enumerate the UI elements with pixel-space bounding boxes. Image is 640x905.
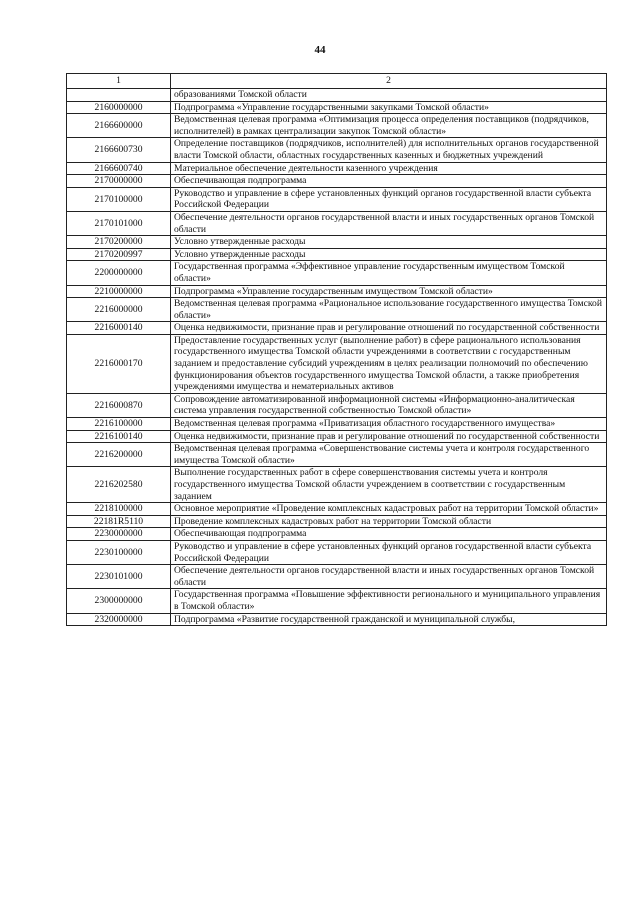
column-header-code: 1 xyxy=(67,74,171,89)
row-name: Обеспечивающая подпрограмма xyxy=(171,175,607,188)
row-code: 2210000000 xyxy=(67,285,171,298)
row-code: 2216000140 xyxy=(67,322,171,335)
table-row xyxy=(67,613,607,626)
table-row xyxy=(67,589,607,613)
table-header-row xyxy=(67,74,607,89)
row-code: 2166600740 xyxy=(67,162,171,175)
row-name: Проведение комплексных кадастровых работ на территории Томской области xyxy=(171,515,607,528)
table-row xyxy=(67,236,607,249)
row-name: Ведомственная целевая программа «Совершенствование системы учета и контроля государственного имущества Томской области» xyxy=(171,443,607,467)
table-body xyxy=(67,89,607,626)
row-code: 2216100000 xyxy=(67,418,171,431)
row-name: Выполнение государственных работ в сфере совершенствования системы учета и контроля государственного имущества Томской области учреждением в соответствии с государственным заданием xyxy=(171,467,607,503)
row-code: 2216100140 xyxy=(67,430,171,443)
row-code: 2170200997 xyxy=(67,248,171,261)
page-number: 44 xyxy=(314,44,326,56)
row-code: 2230100000 xyxy=(67,540,171,564)
row-name: Ведомственная целевая программа «Оптимизация процесса определения поставщиков (подрядчиков, исполнителей) в рамках централизации закупок Томской области» xyxy=(171,114,607,138)
table-row xyxy=(67,540,607,564)
budget-classification-table xyxy=(66,73,607,626)
row-code: 2170101000 xyxy=(67,211,171,235)
row-code: 2216000170 xyxy=(67,334,171,393)
table-row xyxy=(67,89,607,102)
row-code: 2230000000 xyxy=(67,528,171,541)
row-name: Условно утвержденные расходы xyxy=(171,248,607,261)
table-row xyxy=(67,114,607,138)
table-row xyxy=(67,322,607,335)
row-name: Подпрограмма «Развитие государственной гражданской и муниципальной службы, xyxy=(171,613,607,626)
row-code: 2160000000 xyxy=(67,101,171,114)
table-row xyxy=(67,248,607,261)
row-name: Руководство и управление в сфере установленных функций органов государственной власти субъекта Российской Федерации xyxy=(171,540,607,564)
table-row xyxy=(67,162,607,175)
table-row xyxy=(67,418,607,431)
table-row xyxy=(67,430,607,443)
row-code xyxy=(67,89,171,102)
row-code: 2216200000 xyxy=(67,443,171,467)
row-name: Ведомственная целевая программа «Приватизация областного государственного имущества» xyxy=(171,418,607,431)
row-code: 2300000000 xyxy=(67,589,171,613)
row-code: 2230101000 xyxy=(67,565,171,589)
row-code: 2320000000 xyxy=(67,613,171,626)
row-code: 2216202580 xyxy=(67,467,171,503)
row-name: Подпрограмма «Управление государственными закупками Томской области» xyxy=(171,101,607,114)
row-name: Руководство и управление в сфере установленных функций органов государственной власти субъекта Российской Федерации xyxy=(171,187,607,211)
row-code: 22181R5110 xyxy=(67,515,171,528)
row-code: 2170000000 xyxy=(67,175,171,188)
row-name: Обеспечение деятельности органов государственной власти и иных государственных органов Томской области xyxy=(171,211,607,235)
table-row xyxy=(67,138,607,162)
row-name: образованиями Томской области xyxy=(171,89,607,102)
row-name: Материальное обеспечение деятельности казенного учреждения xyxy=(171,162,607,175)
table-row xyxy=(67,261,607,285)
row-name: Государственная программа «Повышение эффективности регионального и муниципального управления в Томской области» xyxy=(171,589,607,613)
row-name: Ведомственная целевая программа «Рациональное использование государственного имущества Томской области» xyxy=(171,298,607,322)
row-code: 2216000870 xyxy=(67,393,171,417)
table-row xyxy=(67,101,607,114)
row-code: 2218100000 xyxy=(67,503,171,516)
row-name: Условно утвержденные расходы xyxy=(171,236,607,249)
row-name: Предоставление государственных услуг (выполнение работ) в сфере рационального использования государственного имущества Томской области учреждениями в соответствии с государственным заданием и предоставление субсидий учреждениям в целях реализации полномочий по обеспечению функционирования объектов государственного имущества Томской области, а также приобретения учреждениями имущества и нематериальных активов xyxy=(171,334,607,393)
table-row xyxy=(67,515,607,528)
table-row xyxy=(67,285,607,298)
row-name: Определение поставщиков (подрядчиков, исполнителей) для исполнительных органов государственной власти Томской области, областных государственных казенных и бюджетных учреждений xyxy=(171,138,607,162)
table-row xyxy=(67,187,607,211)
row-code: 2166600000 xyxy=(67,114,171,138)
row-name: Обеспечение деятельности органов государственной власти и иных государственных органов Томской области xyxy=(171,565,607,589)
table-row xyxy=(67,443,607,467)
row-code: 2170200000 xyxy=(67,236,171,249)
table-row xyxy=(67,298,607,322)
row-name: Обеспечивающая подпрограмма xyxy=(171,528,607,541)
table-row xyxy=(67,528,607,541)
row-code: 2166600730 xyxy=(67,138,171,162)
table-row xyxy=(67,175,607,188)
table-row xyxy=(67,211,607,235)
table-row xyxy=(67,565,607,589)
row-name: Сопровождение автоматизированной информационной системы «Информационно-аналитическая система управления государственной собственностью Томской области» xyxy=(171,393,607,417)
row-name: Подпрограмма «Управление государственным имуществом Томской области» xyxy=(171,285,607,298)
row-name: Государственная программа «Эффективное управление государственным имуществом Томской области» xyxy=(171,261,607,285)
row-code: 2170100000 xyxy=(67,187,171,211)
table-row xyxy=(67,503,607,516)
row-code: 2200000000 xyxy=(67,261,171,285)
row-name: Основное мероприятие «Проведение комплексных кадастровых работ на территории Томской области» xyxy=(171,503,607,516)
row-name: Оценка недвижимости, признание прав и регулирование отношений по государственной собственности xyxy=(171,322,607,335)
table-row xyxy=(67,393,607,417)
row-name: Оценка недвижимости, признание прав и регулирование отношений по государственной собственности xyxy=(171,430,607,443)
table-row xyxy=(67,334,607,393)
row-code: 2216000000 xyxy=(67,298,171,322)
table-row xyxy=(67,467,607,503)
column-header-name: 2 xyxy=(171,74,607,89)
